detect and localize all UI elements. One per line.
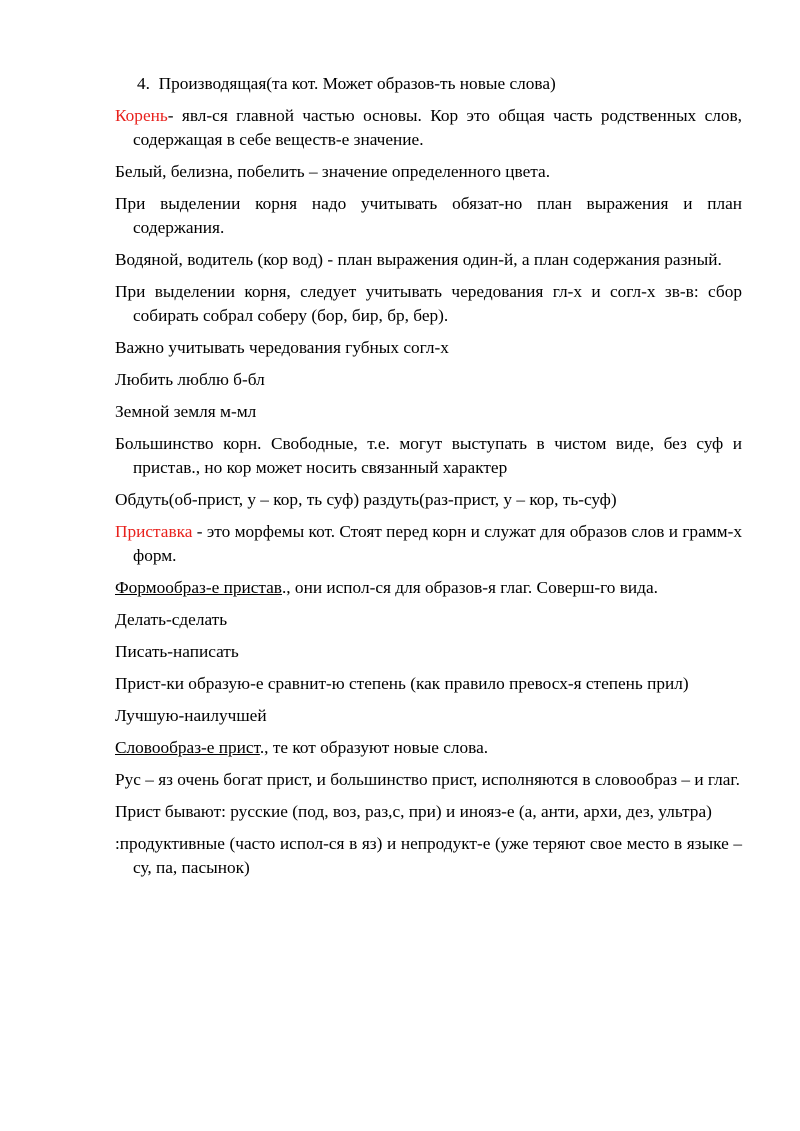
definition-text: - это морфемы кот. Стоят перед корн и служат для образов слов и грамм-х форм. bbox=[133, 522, 742, 565]
term-root: Корень bbox=[115, 106, 168, 125]
paragraph-root-rule: При выделении корня надо учитывать обязат-но план выражения и план содержания. bbox=[115, 194, 742, 237]
list-item-text: Производящая(та кот. Может образов-ть новые слова) bbox=[158, 74, 556, 93]
paragraph-example-earth: Земной земля м-мл bbox=[115, 402, 257, 421]
term-derivational-prefix: Словообраз-е прист bbox=[115, 738, 260, 757]
paragraph-prefix-definition bbox=[115, 520, 742, 568]
paragraph-free-roots: Большинство корн. Свободные, т.е. могут выступать в чистом виде, без суф и пристав., но кор может носить связанный характер bbox=[115, 434, 742, 477]
paragraph-example-best: Лучшую-наилучшей bbox=[115, 706, 267, 725]
paragraph-russian-rich: Рус – яз очень богат прист, и большинство прист, исполняются в словообраз – и глаг. bbox=[115, 770, 740, 789]
definition-text: ., те кот образуют новые слова. bbox=[259, 738, 489, 757]
paragraph-productive: :продуктивные (часто испол-ся в яз) и непродукт-е (уже теряют свое место в языке – су, па, пасынок) bbox=[115, 834, 742, 877]
paragraph-prefix-types: Прист бывают: русские (под, воз, раз,с, при) и инояз-е (а, анти, архи, дез, ультра) bbox=[115, 802, 712, 821]
paragraph-example-love: Любить люблю б-бл bbox=[115, 370, 265, 389]
paragraph-formative-prefix bbox=[115, 576, 742, 600]
term-prefix: Приставка bbox=[115, 522, 193, 541]
definition-text: ., они испол-ся для образов-я глаг. Соверш-го вида. bbox=[281, 578, 658, 597]
paragraph-derivational-prefix bbox=[115, 736, 742, 760]
paragraph-alternation-rule: При выделении корня, следует учитывать чередования гл-х и согл-х зв-в: сбор собирать собрал соберу (бор, бир, бр, бер). bbox=[115, 282, 742, 325]
list-number: 4. bbox=[137, 74, 150, 93]
paragraph-example-white: Белый, белизна, побелить – значение определенного цвета. bbox=[115, 162, 551, 181]
paragraph-labial-note: Важно учитывать чередования губных согл-х bbox=[115, 338, 449, 357]
list-item-4 bbox=[137, 72, 742, 96]
paragraph-example-do: Делать-сделать bbox=[115, 610, 228, 629]
paragraph-example-write: Писать-написать bbox=[115, 642, 239, 661]
paragraph-root-definition bbox=[115, 104, 742, 152]
term-formative-prefix: Формообраз-е пристав bbox=[115, 578, 282, 597]
definition-text: - явл-ся главной частью основы. Кор это общая часть родственных слов, содержащая в себе веществ-е значение. bbox=[133, 106, 742, 149]
paragraph-example-blow: Обдуть(об-прист, у – кор, ть суф) раздуть(раз-прист, у – кор, ть-суф) bbox=[115, 490, 617, 509]
paragraph-comparative: Прист-ки образую-е сравнит-ю степень (как правило превосх-я степень прил) bbox=[115, 674, 689, 693]
paragraph-example-water: Водяной, водитель (кор вод) - план выражения один-й, а план содержания разный. bbox=[115, 250, 722, 269]
